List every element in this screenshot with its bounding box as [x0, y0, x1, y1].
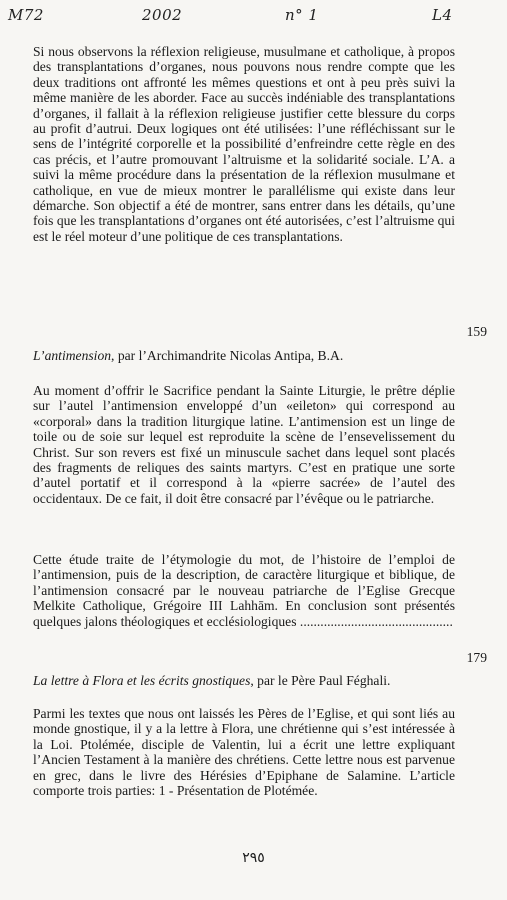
dot-leader: .............................................: [296, 613, 453, 629]
handwritten-note: L4: [432, 6, 453, 24]
article-heading: [33, 673, 473, 689]
article-author: , par l’Archimandrite Nicolas Antipa, B.A.: [111, 348, 344, 363]
page-reference: 179: [466, 650, 487, 665]
abstract-paragraph: Si nous observons la réflexion religieuse, musulmane et catholique, à propos des transplantations d’organes, nous pouvons nous rendre compte que les deux traditions ont affronté les mêmes questions et ont à peu près suivi la même manière de les aborder. Face au succès indéniable des transplantations d’organes, il fallait à la réflexion religieuse justifier cette blessure du corps au profit d’autrui. Deux logiques ont été utilisées: l’une réfléchissant sur le sens de l’intégrité corporelle et la possibilité d’enfreindre cette règle en des cas précis, et l’autre promouvant l’altruisme et la solidarité sociale. L’A. a suivi la même procédure dans la présentation de la réflexion musulmane et catholique, en vue de mieux montrer le parallélisme qui existe dans leur démarche. Son objectif a été de montrer, sans entrer dans les détails, qu’une fois que les transplantations d’organes ont été autorisées, c’est l’altruisme qui est le réel moteur d’une politique de ces transplantations.: [33, 44, 455, 244]
abstract-paragraph: [33, 552, 455, 629]
abstract-text: Cette étude traite de l’étymologie du mot, de l’histoire de l’emploi de l’antimension, puis de la description, de caractère liturgique et biblique, de l’antimension consacré par le nouveau patriarche de l’Eglise Grecque Melkite Catholique, Grégoire III Lahhām. En conclusion sont présentés quelques jalons théologiques et ecclésiologiques: [33, 552, 455, 629]
article-heading: [33, 348, 473, 364]
page-reference: 159: [466, 324, 487, 339]
handwritten-note: 2002: [142, 6, 183, 24]
handwritten-note: n° 1: [285, 6, 319, 24]
article-author: , par le Père Paul Féghali.: [250, 673, 391, 688]
page-footer-number: ٢٩٥: [242, 850, 265, 866]
article-title: L’antimension: [33, 348, 112, 363]
handwritten-note: M72: [8, 6, 44, 24]
abstract-paragraph: Au moment d’offrir le Sacrifice pendant la Sainte Liturgie, le prêtre déplie sur l’autel l’antimension enveloppé d’un «eileton» qui correspond au «corporal» dans la tradition liturgique latine. L’antimension est un linge de toile ou de soie sur lequel est reproduite la scène de l’ensevelissement du Christ. Sur son revers est fixé un minuscule sachet dans lequel sont placés des fragments de reliques des saints martyrs. C’est en pratique une sorte d’autel portatif et il correspond à la «pierre sacrée» de l’autel des occidentaux. De ce fait, il doit être consacré par l’évêque ou le patriarche.: [33, 383, 455, 506]
article-title: La lettre à Flora et les écrits gnostiques: [33, 673, 251, 688]
abstract-paragraph: Parmi les textes que nous ont laissés les Pères de l’Eglise, et qui sont liés au monde gnostique, il y a la lettre à Flora, une chrétienne qui s’est intéressée à la Loi. Ptolémée, disciple de Valentin, lui a écrit une lettre expliquant l’Ancien Testament à la manière des chrétiens. Cette lettre nous est parvenue en grec, dans le livre des Hérésies d’Epiphane de Salamine. L’article comporte trois parties: 1 - Présentation de Plotémée.: [33, 706, 455, 799]
